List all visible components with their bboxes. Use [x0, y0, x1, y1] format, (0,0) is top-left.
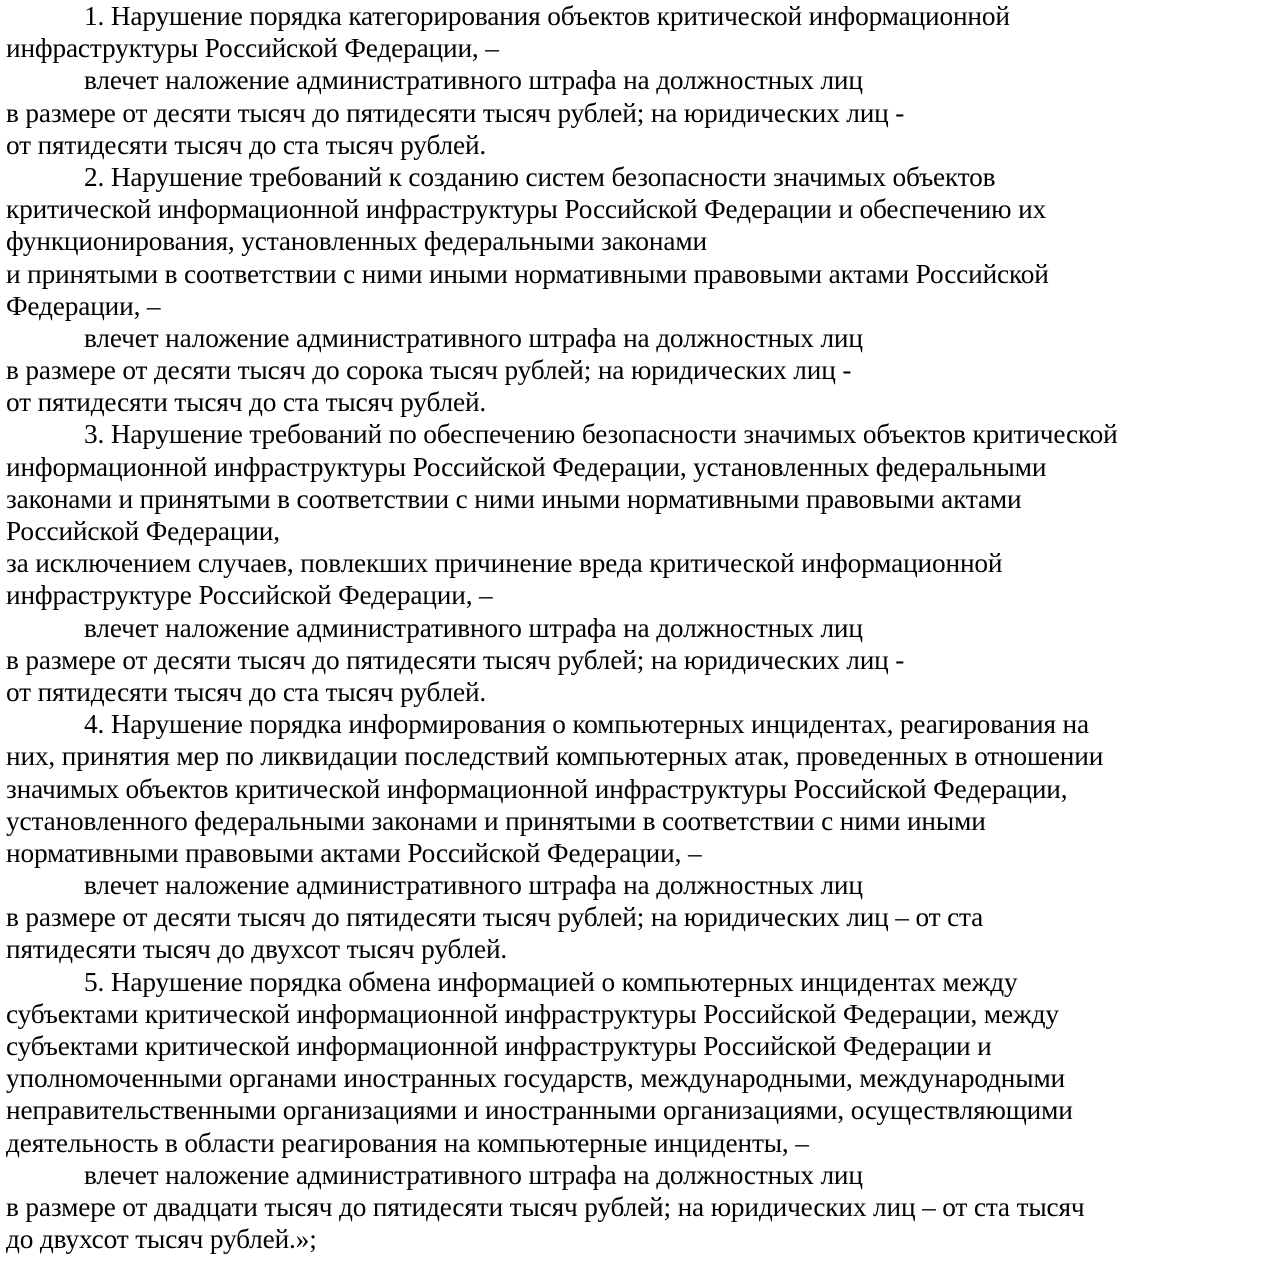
paragraph [6, 322, 1278, 419]
text-line: законами и принятыми в соответствии с ними иными нормативными правовыми актами [6, 483, 1022, 514]
paragraph [6, 1159, 1278, 1256]
text-line: влечет наложение административного штрафа на должностных лиц [84, 870, 863, 901]
text-line: влечет наложение административного штрафа на должностных лиц [84, 612, 863, 643]
paragraph [6, 64, 1278, 161]
text-line: от пятидесяти тысяч до ста тысяч рублей. [6, 129, 487, 160]
text-line: за исключением случаев, повлекших причинение вреда критической информационной [6, 548, 1003, 579]
paragraph [6, 869, 1278, 966]
text-line: деятельность в области реагирования на компьютерные инциденты, – [6, 1127, 809, 1158]
text-line: информационной инфраструктуры Российской Федерации, установленных федеральными [6, 451, 1047, 482]
text-line: Российской Федерации, [6, 516, 280, 546]
text-line: инфраструктуры Российской Федерации, – [6, 33, 499, 64]
text-line: влечет наложение административного штрафа на должностных лиц [84, 1159, 863, 1190]
text-line: Федерации, – [6, 290, 161, 321]
text-line: инфраструктуре Российской Федерации, – [6, 580, 493, 611]
text-line: 5. Нарушение порядка обмена информацией о компьютерных инцидентах между [84, 966, 1018, 997]
text-line: от пятидесяти тысяч до ста тысяч рублей. [6, 387, 487, 418]
text-line: в размере от десяти тысяч до пятидесяти тысяч рублей; на юридических лиц - [6, 644, 905, 675]
text-line: значимых объектов критической информационной инфраструктуры Российской Федерации, [6, 773, 1068, 804]
text-line: субъектами критической информационной инфраструктуры Российской Федерации, между [6, 998, 1059, 1029]
text-line: установленного федеральными законами и принятыми в соответствии с ними иными [6, 805, 986, 836]
document-body [6, 0, 1278, 1255]
text-line: влечет наложение административного штрафа на должностных лиц [84, 322, 863, 353]
paragraph [6, 708, 1278, 869]
text-line: уполномоченными органами иностранных государств, международными, международными [6, 1063, 1066, 1094]
text-line: влечет наложение административного штрафа на должностных лиц [84, 65, 863, 96]
text-line: 4. Нарушение порядка информирования о компьютерных инцидентах, реагирования на [84, 709, 1089, 740]
text-line: них, принятия мер по ликвидации последствий компьютерных атак, проведенных в отношении [6, 741, 1104, 772]
text-line: 1. Нарушение порядка категорирования объектов критической информационной [84, 1, 1010, 31]
text-line: от пятидесяти тысяч до ста тысяч рублей. [6, 676, 487, 707]
text-line: 3. Нарушение требований по обеспечению безопасности значимых объектов критической [84, 419, 1118, 450]
text-line: субъектами критической информационной инфраструктуры Российской Федерации и [6, 1031, 992, 1061]
text-line: в размере от десяти тысяч до пятидесяти тысяч рублей; на юридических лиц - [6, 97, 905, 128]
text-line: в размере от двадцати тысяч до пятидесяти тысяч рублей; на юридических лиц – от ста тысяч [6, 1191, 1085, 1222]
paragraph [6, 418, 1278, 611]
paragraph [6, 0, 1278, 64]
text-line: пятидесяти тысяч до двухсот тысяч рублей. [6, 934, 508, 965]
text-line: до двухсот тысяч рублей.»; [6, 1224, 317, 1255]
text-line: и принятыми в соответствии с ними иными нормативными правовыми актами Российской [6, 258, 1049, 289]
text-line: критической информационной инфраструктуры Российской Федерации и обеспечению их [6, 194, 1047, 225]
paragraph [6, 612, 1278, 709]
text-line: 2. Нарушение требований к созданию систем безопасности значимых объектов [84, 161, 996, 192]
text-line: в размере от десяти тысяч до сорока тысяч рублей; на юридических лиц - [6, 355, 852, 386]
paragraph [6, 161, 1278, 322]
text-line: в размере от десяти тысяч до пятидесяти тысяч рублей; на юридических лиц – от ста [6, 902, 984, 933]
text-line: неправительственными организациями и иностранными организациями, осуществляющими [6, 1095, 1073, 1126]
text-line: нормативными правовыми актами Российской Федерации, – [6, 837, 702, 868]
text-line: функционирования, установленных федеральными законами [6, 226, 707, 257]
paragraph [6, 966, 1278, 1159]
